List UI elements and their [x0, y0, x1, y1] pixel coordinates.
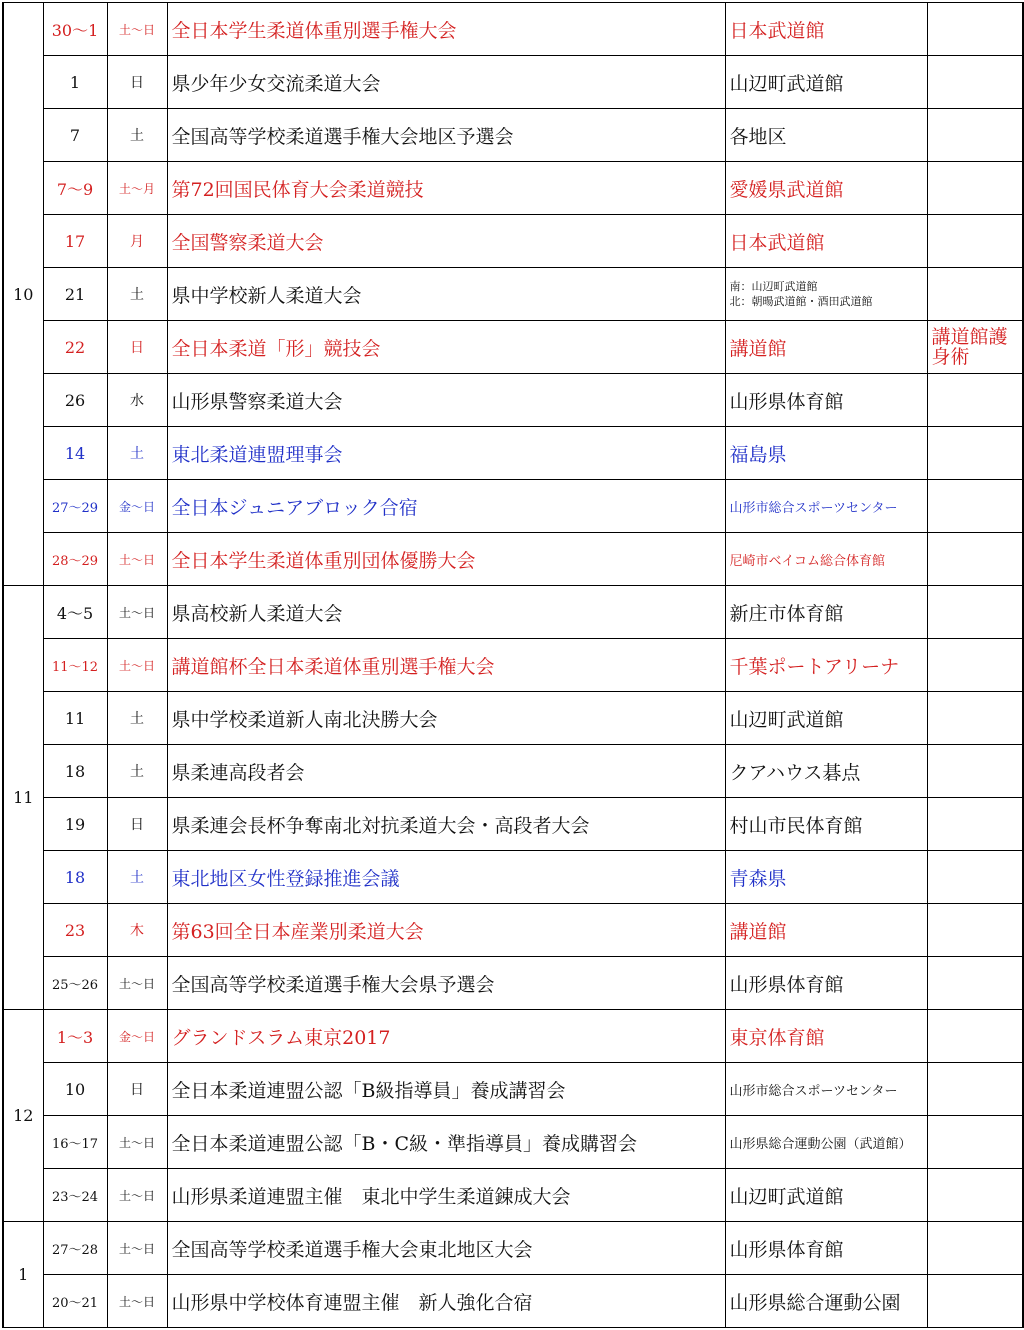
table-row	[3, 427, 1023, 480]
venue-cell: 山形県体育館	[725, 957, 927, 1010]
weekday-cell: 土〜日	[107, 586, 167, 639]
table-row	[3, 904, 1023, 957]
table-row	[3, 1169, 1023, 1222]
venue-cell: 日本武道館	[725, 3, 927, 56]
note-cell	[927, 1116, 1023, 1169]
event-name-cell: 全日本柔道連盟公認「B・C級・準指導員」養成購習会	[167, 1116, 725, 1169]
event-name-cell: 県中学校新人柔道大会	[167, 268, 725, 321]
note-cell	[927, 56, 1023, 109]
venue-cell: クアハウス碁点	[725, 745, 927, 798]
date-cell: 30〜1	[43, 3, 107, 56]
note-cell	[927, 3, 1023, 56]
note-cell	[927, 1275, 1023, 1328]
table-row	[3, 3, 1023, 56]
table-row	[3, 533, 1023, 586]
schedule-table	[2, 2, 1024, 1328]
date-cell: 1〜3	[43, 1010, 107, 1063]
date-cell: 22	[43, 321, 107, 374]
date-cell: 19	[43, 798, 107, 851]
event-name-cell: 東北地区女性登録推進会議	[167, 851, 725, 904]
date-cell: 18	[43, 851, 107, 904]
event-name-cell: 県中学校柔道新人南北決勝大会	[167, 692, 725, 745]
venue-line-south: 南：山辺町武道館	[729, 280, 818, 293]
date-cell: 23〜24	[43, 1169, 107, 1222]
date-cell: 27〜29	[43, 480, 107, 533]
event-name-cell: 山形県中学校体育連盟主催 新人強化合宿	[167, 1275, 725, 1328]
table-row	[3, 1063, 1023, 1116]
table-row	[3, 56, 1023, 109]
event-name-cell: 全国警察柔道大会	[167, 215, 725, 268]
date-cell: 28〜29	[43, 533, 107, 586]
venue-line-north: 北：朝暘武道館・酒田武道館	[729, 295, 873, 308]
date-cell: 1	[43, 56, 107, 109]
event-name-cell: グランドスラム東京2017	[167, 1010, 725, 1063]
note-cell	[927, 1169, 1023, 1222]
event-name-cell: 県柔連高段者会	[167, 745, 725, 798]
date-cell: 21	[43, 268, 107, 321]
note-cell	[927, 745, 1023, 798]
table-row	[3, 109, 1023, 162]
venue-cell: 尼崎市ベイコム総合体育館	[725, 533, 927, 586]
event-name-cell: 県少年少女交流柔道大会	[167, 56, 725, 109]
venue-cell: 講道館	[725, 904, 927, 957]
weekday-cell: 月	[107, 215, 167, 268]
table-row	[3, 1010, 1023, 1063]
table-row	[3, 162, 1023, 215]
event-name-cell: 第63回全日本産業別柔道大会	[167, 904, 725, 957]
schedule-body	[3, 3, 1023, 1328]
venue-cell: 日本武道館	[725, 215, 927, 268]
event-name-cell: 講道館杯全日本柔道体重別選手権大会	[167, 639, 725, 692]
month-cell: 10	[3, 3, 43, 586]
venue-cell: 青森県	[725, 851, 927, 904]
venue-cell: 山形市総合スポーツセンター	[725, 480, 927, 533]
weekday-cell: 土	[107, 427, 167, 480]
note-cell	[927, 957, 1023, 1010]
venue-cell: 村山市民体育館	[725, 798, 927, 851]
weekday-cell: 日	[107, 1063, 167, 1116]
note-cell	[927, 533, 1023, 586]
date-cell: 25〜26	[43, 957, 107, 1010]
date-cell: 18	[43, 745, 107, 798]
event-name-cell: 全国高等学校柔道選手権大会地区予選会	[167, 109, 725, 162]
venue-cell: 山辺町武道館	[725, 56, 927, 109]
venue-cell: 山形県体育館	[725, 1222, 927, 1275]
venue-cell	[725, 268, 927, 321]
venue-cell: 千葉ポートアリーナ	[725, 639, 927, 692]
table-row	[3, 798, 1023, 851]
date-cell: 27〜28	[43, 1222, 107, 1275]
venue-cell: 愛媛県武道館	[725, 162, 927, 215]
table-row	[3, 374, 1023, 427]
venue-cell: 福島県	[725, 427, 927, 480]
note-cell	[927, 268, 1023, 321]
event-name-cell: 全国高等学校柔道選手権大会東北地区大会	[167, 1222, 725, 1275]
venue-cell: 山形県総合運動公園（武道館）	[725, 1116, 927, 1169]
table-row	[3, 268, 1023, 321]
table-row	[3, 321, 1023, 374]
date-cell: 11〜12	[43, 639, 107, 692]
note-cell	[927, 851, 1023, 904]
venue-cell: 講道館	[725, 321, 927, 374]
weekday-cell: 木	[107, 904, 167, 957]
event-name-cell: 第72回国民体育大会柔道競技	[167, 162, 725, 215]
note-cell	[927, 798, 1023, 851]
event-name-cell: 全日本柔道連盟公認「B級指導員」養成講習会	[167, 1063, 725, 1116]
date-cell: 4〜5	[43, 586, 107, 639]
weekday-cell: 水	[107, 374, 167, 427]
weekday-cell: 土	[107, 268, 167, 321]
table-row	[3, 692, 1023, 745]
venue-cell: 山辺町武道館	[725, 1169, 927, 1222]
note-cell	[927, 480, 1023, 533]
date-cell: 20〜21	[43, 1275, 107, 1328]
venue-cell: 山形市総合スポーツセンター	[725, 1063, 927, 1116]
venue-cell: 各地区	[725, 109, 927, 162]
venue-cell: 新庄市体育館	[725, 586, 927, 639]
note-cell	[927, 215, 1023, 268]
note-cell	[927, 692, 1023, 745]
date-cell: 17	[43, 215, 107, 268]
weekday-cell: 土	[107, 745, 167, 798]
weekday-cell: 土〜日	[107, 1169, 167, 1222]
event-name-cell: 山形県警察柔道大会	[167, 374, 725, 427]
table-row	[3, 745, 1023, 798]
note-cell	[927, 904, 1023, 957]
table-row	[3, 215, 1023, 268]
date-cell: 7〜9	[43, 162, 107, 215]
weekday-cell: 土	[107, 109, 167, 162]
weekday-cell: 土〜日	[107, 533, 167, 586]
weekday-cell: 土〜日	[107, 3, 167, 56]
event-name-cell: 県柔連会長杯争奪南北対抗柔道大会・高段者大会	[167, 798, 725, 851]
table-row	[3, 957, 1023, 1010]
venue-cell: 山辺町武道館	[725, 692, 927, 745]
note-cell	[927, 1010, 1023, 1063]
date-cell: 7	[43, 109, 107, 162]
note-cell	[927, 1222, 1023, 1275]
table-row	[3, 1275, 1023, 1328]
event-name-cell: 県高校新人柔道大会	[167, 586, 725, 639]
table-row	[3, 1222, 1023, 1275]
note-cell: 講道館護身術	[927, 321, 1023, 374]
note-cell	[927, 586, 1023, 639]
date-cell: 16〜17	[43, 1116, 107, 1169]
event-name-cell: 全日本ジュニアブロック合宿	[167, 480, 725, 533]
date-cell: 14	[43, 427, 107, 480]
month-cell: 11	[3, 586, 43, 1010]
weekday-cell: 日	[107, 798, 167, 851]
date-cell: 10	[43, 1063, 107, 1116]
note-cell	[927, 1063, 1023, 1116]
date-cell: 26	[43, 374, 107, 427]
weekday-cell: 土〜日	[107, 1222, 167, 1275]
venue-cell: 東京体育館	[725, 1010, 927, 1063]
note-cell	[927, 639, 1023, 692]
month-cell: 1	[3, 1222, 43, 1328]
note-cell	[927, 374, 1023, 427]
month-cell: 12	[3, 1010, 43, 1222]
table-row	[3, 851, 1023, 904]
event-name-cell: 全日本柔道「形」競技会	[167, 321, 725, 374]
event-name-cell: 全日本学生柔道体重別選手権大会	[167, 3, 725, 56]
note-cell	[927, 427, 1023, 480]
weekday-cell: 金〜日	[107, 480, 167, 533]
event-name-cell: 全日本学生柔道体重別団体優勝大会	[167, 533, 725, 586]
weekday-cell: 土〜日	[107, 1116, 167, 1169]
date-cell: 11	[43, 692, 107, 745]
weekday-cell: 土	[107, 692, 167, 745]
weekday-cell: 土〜日	[107, 957, 167, 1010]
table-row	[3, 1116, 1023, 1169]
date-cell: 23	[43, 904, 107, 957]
weekday-cell: 土〜日	[107, 639, 167, 692]
venue-cell: 山形県体育館	[725, 374, 927, 427]
note-cell	[927, 162, 1023, 215]
weekday-cell: 日	[107, 56, 167, 109]
note-cell	[927, 109, 1023, 162]
table-row	[3, 639, 1023, 692]
weekday-cell: 金〜日	[107, 1010, 167, 1063]
weekday-cell: 日	[107, 321, 167, 374]
weekday-cell: 土〜月	[107, 162, 167, 215]
weekday-cell: 土〜日	[107, 1275, 167, 1328]
table-row	[3, 586, 1023, 639]
event-name-cell: 山形県柔道連盟主催 東北中学生柔道錬成大会	[167, 1169, 725, 1222]
event-name-cell: 全国高等学校柔道選手権大会県予選会	[167, 957, 725, 1010]
table-row	[3, 480, 1023, 533]
event-name-cell: 東北柔道連盟理事会	[167, 427, 725, 480]
venue-cell: 山形県総合運動公園	[725, 1275, 927, 1328]
weekday-cell: 土	[107, 851, 167, 904]
